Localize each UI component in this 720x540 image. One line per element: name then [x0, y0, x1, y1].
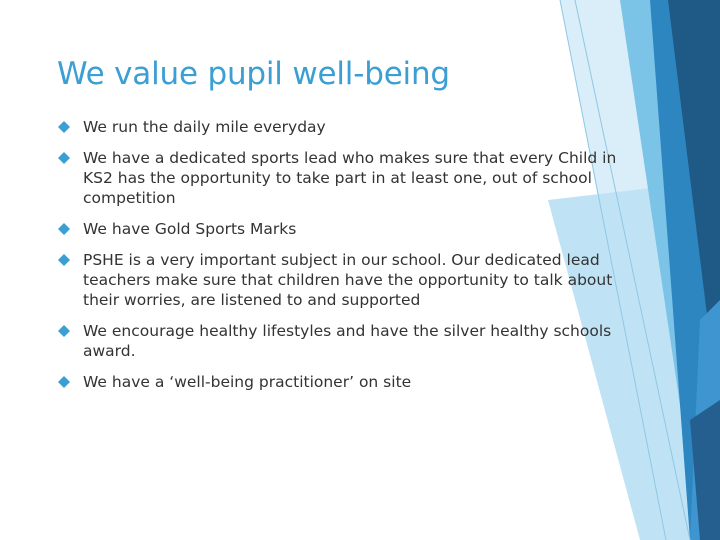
bullet-item — [58, 321, 628, 361]
bullet-text: PSHE is a very important subject in our school. Our dedicated lead teachers make sure that children have the opportunity to talk about their worries, are listened to and supported — [83, 251, 613, 309]
bullet-text: We run the daily mile everyday — [83, 118, 326, 136]
diamond-bullet-icon — [58, 325, 70, 337]
bullet-item — [58, 372, 628, 392]
bullet-item — [58, 250, 628, 310]
diamond-bullet-icon — [58, 223, 70, 235]
diamond-bullet-icon — [58, 121, 70, 133]
bullet-item — [58, 148, 628, 208]
bullet-text: We have a dedicated sports lead who makes sure that every Child in KS2 has the opportunity to take part in at least one, out of school competition — [83, 149, 617, 207]
bullet-item — [58, 117, 628, 137]
bullet-item — [58, 219, 628, 239]
diamond-bullet-icon — [58, 254, 70, 266]
bullet-text: We have Gold Sports Marks — [83, 220, 297, 238]
bullet-text: We have a ‘well-being practitioner’ on site — [83, 373, 412, 391]
bullet-list — [58, 117, 628, 403]
diamond-bullet-icon — [58, 376, 70, 388]
bullet-text: We encourage healthy lifestyles and have the silver healthy schools award. — [83, 322, 612, 360]
slide-title: We value pupil well-being — [57, 56, 450, 92]
diamond-bullet-icon — [58, 152, 70, 164]
